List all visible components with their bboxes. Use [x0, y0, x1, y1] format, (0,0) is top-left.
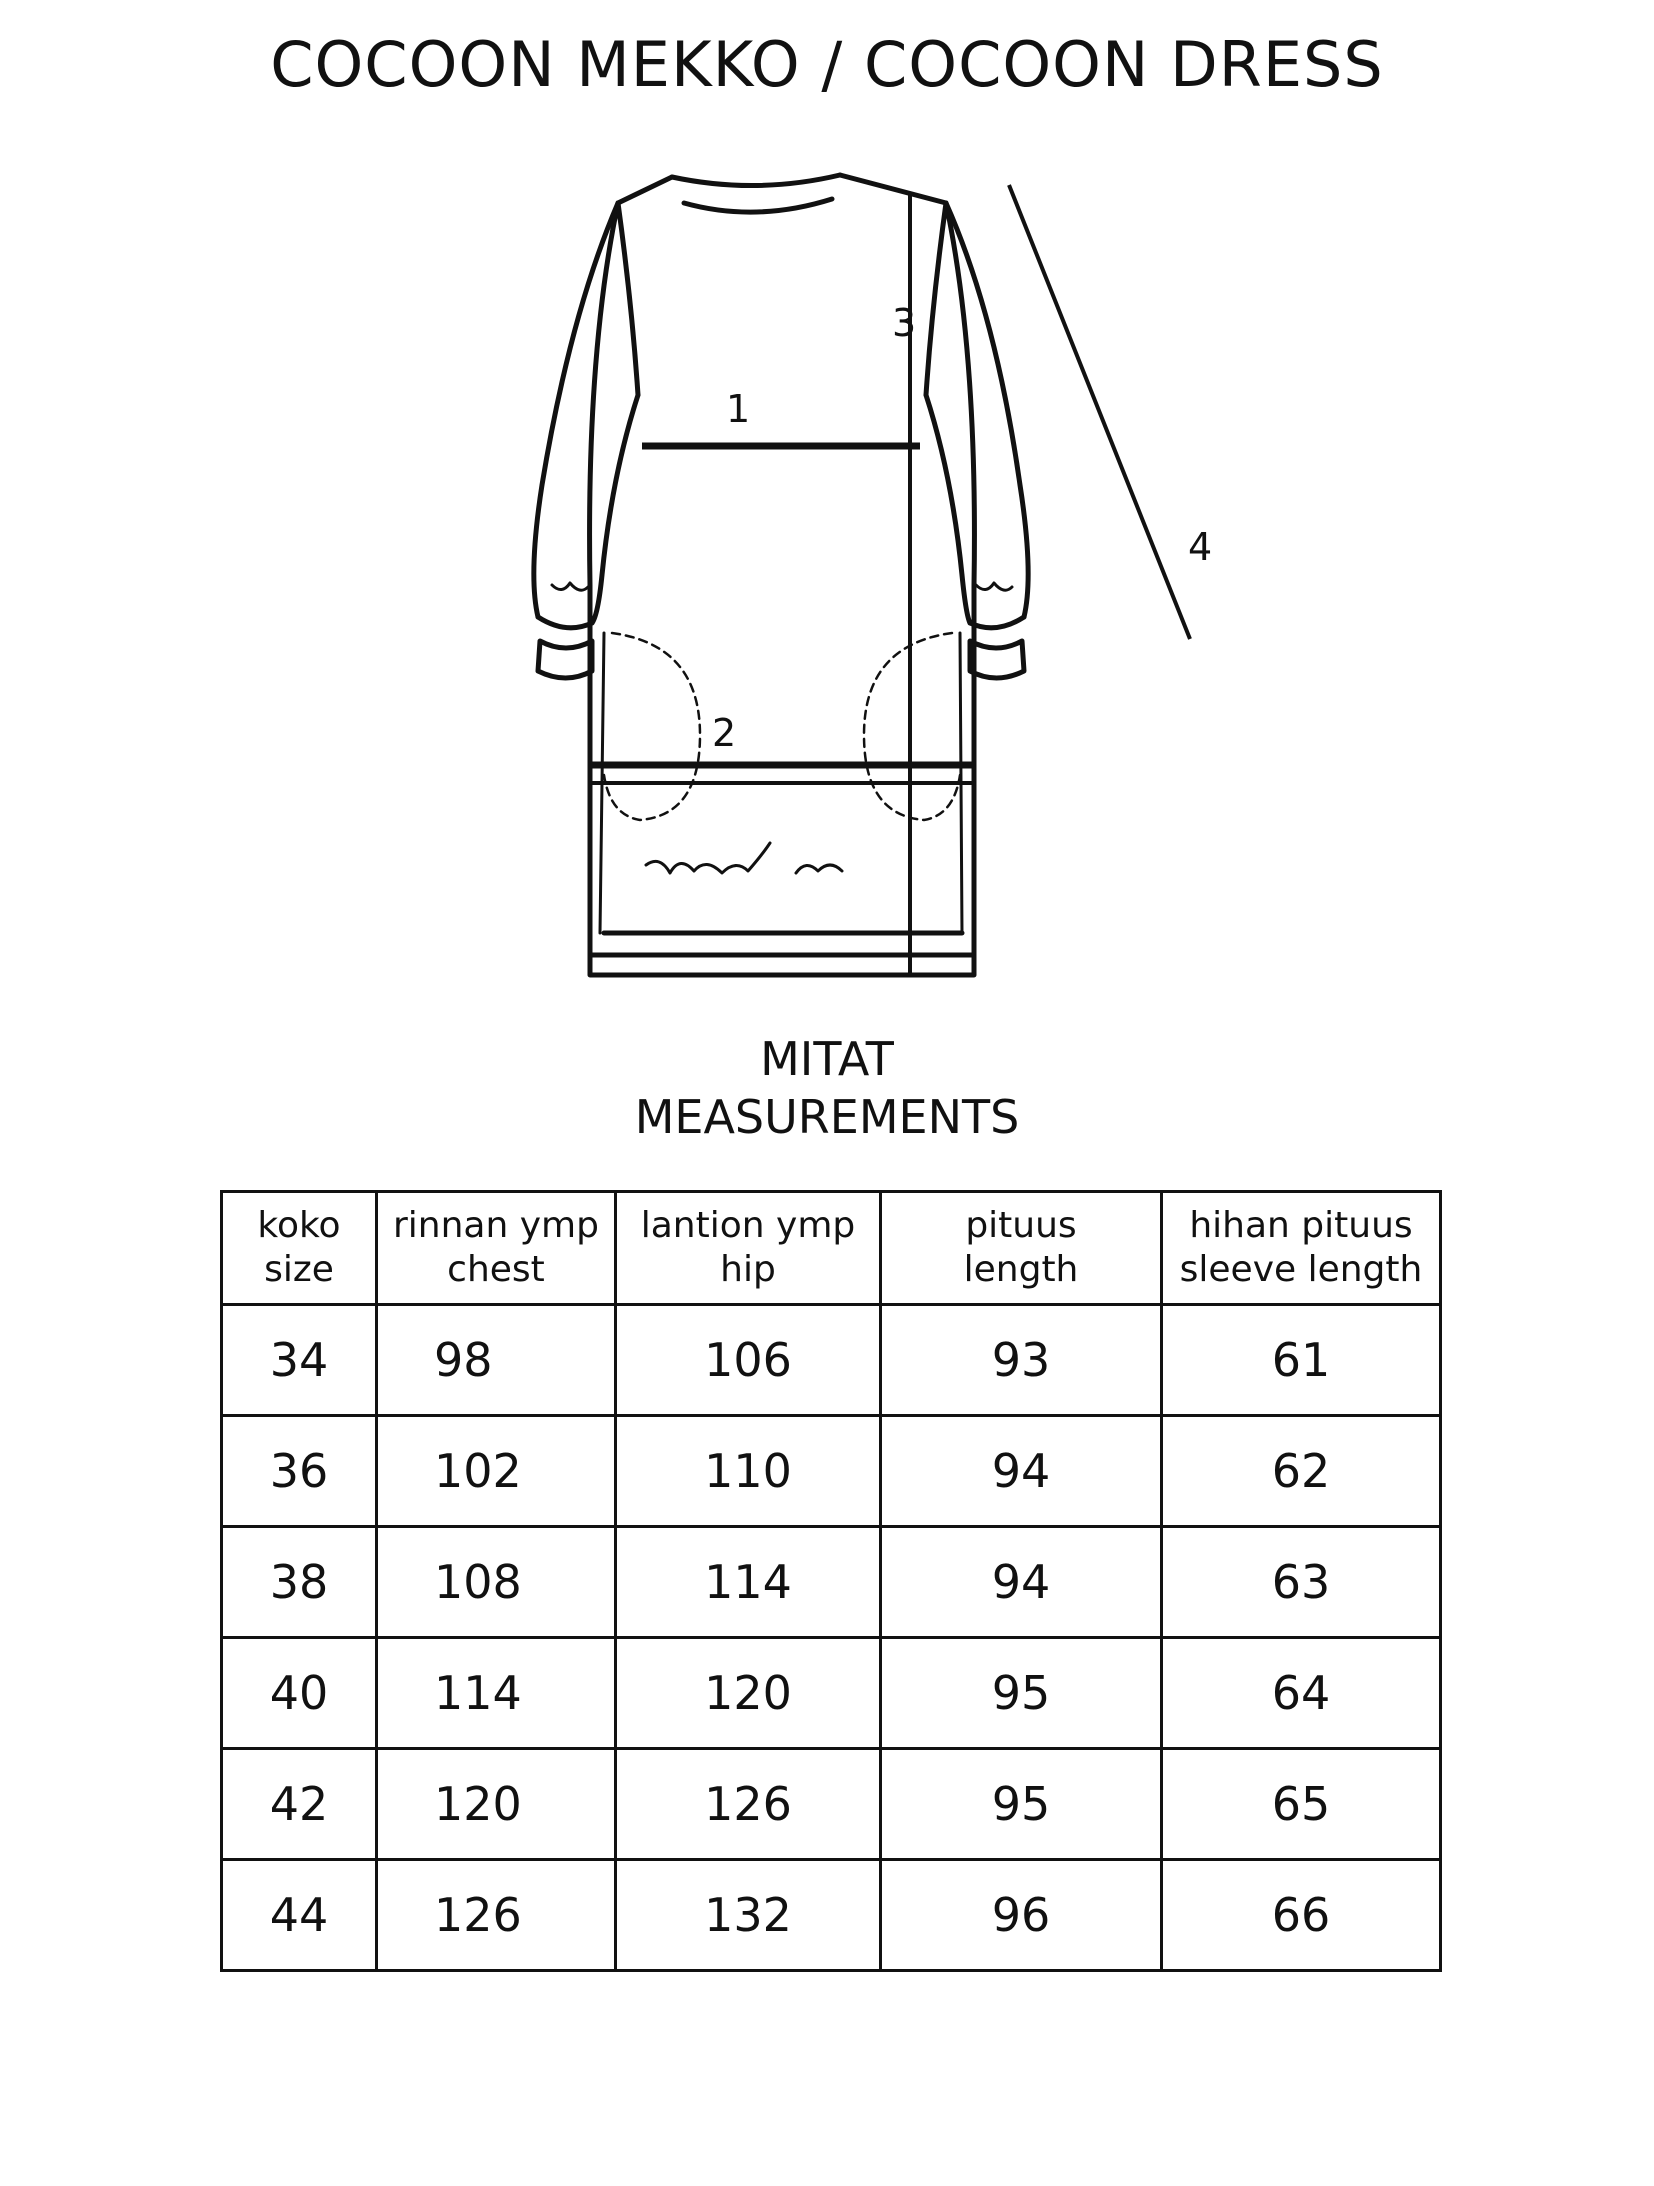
cell-chest: 102: [377, 1416, 616, 1527]
header-length-en: length: [963, 1249, 1079, 1290]
cell-hip: 120: [616, 1638, 881, 1749]
header-sleeve-length: [1162, 1192, 1441, 1305]
cell-hip: 106: [616, 1305, 881, 1416]
header-hip-en: hip: [720, 1249, 776, 1290]
measurements-heading: [0, 1030, 1654, 1146]
sleeve-label: 4: [1188, 525, 1213, 569]
cell-size: 40: [222, 1638, 377, 1749]
page-title: COCOON MEKKO / COCOON DRESS: [270, 28, 1384, 101]
cell-sleeve-length: 66: [1162, 1860, 1441, 1971]
header-chest-en: chest: [447, 1249, 545, 1290]
cell-sleeve-length: 61: [1162, 1305, 1441, 1416]
cell-chest: 120: [377, 1749, 616, 1860]
cell-chest: 114: [377, 1638, 616, 1749]
header-hip-fi: lantion ymp: [640, 1205, 856, 1246]
cell-length: 96: [881, 1860, 1162, 1971]
cell-sleeve-length: 65: [1162, 1749, 1441, 1860]
measurement-lines: [500, 155, 1220, 1015]
cell-size: 34: [222, 1305, 377, 1416]
header-sleeve-en: sleeve length: [1179, 1249, 1423, 1290]
cell-length: 94: [881, 1527, 1162, 1638]
cell-hip: 132: [616, 1860, 881, 1971]
size-chart-table: [220, 1190, 1442, 1972]
table-row: [222, 1527, 1441, 1638]
cell-length: 95: [881, 1638, 1162, 1749]
cell-chest: 126: [377, 1860, 616, 1971]
measurements-heading-en: MEASUREMENTS: [634, 1090, 1020, 1144]
cell-sleeve-length: 64: [1162, 1638, 1441, 1749]
cell-hip: 114: [616, 1527, 881, 1638]
table-row: [222, 1305, 1441, 1416]
header-size-fi: koko: [257, 1205, 341, 1246]
header-sleeve-fi: hihan pituus: [1189, 1205, 1413, 1246]
header-size-en: size: [264, 1249, 334, 1290]
header-chest: [377, 1192, 616, 1305]
cell-hip: 126: [616, 1749, 881, 1860]
table-row: [222, 1638, 1441, 1749]
cell-length: 93: [881, 1305, 1162, 1416]
table-row: [222, 1749, 1441, 1860]
sleeve-measure-line: [1009, 185, 1190, 639]
cell-length: 95: [881, 1749, 1162, 1860]
measurements-heading-fi: MITAT: [760, 1032, 894, 1086]
header-length: [881, 1192, 1162, 1305]
cell-hip: 110: [616, 1416, 881, 1527]
length-label: 3: [892, 301, 917, 345]
cell-sleeve-length: 63: [1162, 1527, 1441, 1638]
table-row: [222, 1416, 1441, 1527]
cell-size: 42: [222, 1749, 377, 1860]
cell-size: 36: [222, 1416, 377, 1527]
cell-sleeve-length: 62: [1162, 1416, 1441, 1527]
header-chest-fi: rinnan ymp: [393, 1205, 599, 1246]
chest-label: 1: [726, 387, 751, 431]
header-hip: [616, 1192, 881, 1305]
header-size: [222, 1192, 377, 1305]
cell-size: 38: [222, 1527, 377, 1638]
table-row: [222, 1860, 1441, 1971]
cell-length: 94: [881, 1416, 1162, 1527]
dress-diagram: [500, 155, 1220, 1015]
cell-chest: 108: [377, 1527, 616, 1638]
table-header-row: [222, 1192, 1441, 1305]
header-length-fi: pituus: [965, 1205, 1077, 1246]
hip-label: 2: [712, 711, 737, 755]
cell-size: 44: [222, 1860, 377, 1971]
cell-chest: 98: [377, 1305, 616, 1416]
